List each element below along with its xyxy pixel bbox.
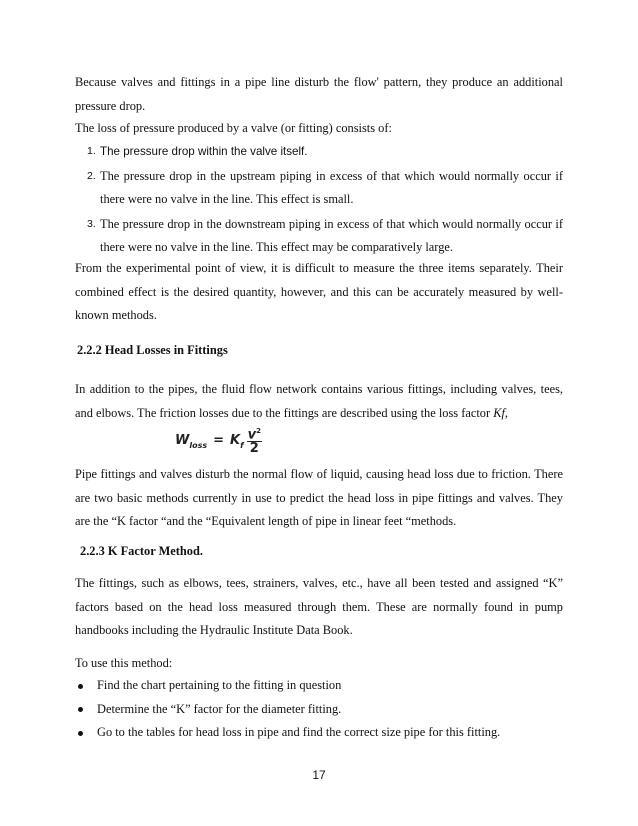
paragraph-k-factors-tested: The fittings, such as elbows, tees, strainers, valves, etc., have all been tested and assigned “K” factors based on the head loss measured through them. These are normally found in pump handbooks including the Hydraulic Institute Data Book. [75,576,563,637]
paragraph-text: In addition to the pipes, the fluid flow network contains various fittings, including valves, tees, and elbows. The friction losses due to the fittings are described using the loss factor [75,382,563,420]
list-item: Go to the tables for head loss in pipe and find the correct size pipe for this fitting. [75,721,563,745]
list-item [75,140,563,164]
list-number: 1. [87,145,96,157]
paragraph-fittings-disturb-flow: Pipe fittings and valves disturb the normal flow of liquid, causing head loss due to friction. There are two basic methods currently in use to predict the head loss in pipe fittings and valves. They are the “K factor “and the “Equivalent length of pipe in linear feet “methods. [75,467,563,528]
bullet-icon [78,707,83,712]
method-steps-list [75,674,563,745]
list-item [75,165,563,212]
paragraph-experimental-view: From the experimental point of view, it is difficult to measure the three items separately. Their combined effect is the desired quantity, however, and this can be accurately measured by well-known methods. [75,261,563,322]
paragraph-fittings-network [75,378,563,425]
bullet-icon [78,684,83,689]
list-item: Find the chart pertaining to the fitting in question [75,674,563,698]
list-number: 2. [87,169,96,182]
list-item: Determine the “K” factor for the diameter fitting. [75,698,563,722]
paragraph-additional-pressure-drop: Because valves and fittings in a pipe line disturb the flow' pattern, they produce an additional pressure drop. [75,75,563,113]
bullet-icon [78,731,83,736]
page-number: 17 [312,768,326,782]
list-item-text: The pressure drop within the valve itself. [100,145,308,158]
pressure-drop-list [75,140,563,261]
list-number: 3. [87,217,96,230]
formula-lhs: $W_{loss}$ [175,432,208,450]
paragraph-loss-consists-of: The loss of pressure produced by a valve (or fitting) consists of: [75,121,392,135]
section-heading-head-losses: 2.2.2 Head Losses in Fittings [77,343,228,357]
formula-fraction: $\frac{v^2}{2}$ [247,427,261,457]
list-item-text: The pressure drop in the downstream piping in excess of that which would normally occur if there were no valve in the line. This effect may be comparatively large. [100,216,563,254]
paragraph-to-use-method: To use this method: [75,656,173,670]
section-heading-k-factor: 2.2.3 K Factor Method. [80,544,203,558]
loss-formula [175,425,262,455]
formula-k: $K_f$ [230,432,244,450]
loss-factor-symbol: Kf, [493,405,509,420]
formula-equals: = [213,432,225,448]
list-item [75,213,563,260]
list-item-text: The pressure drop in the upstream piping in excess of that which would normally occur if there were no valve in the line. This effect is small. [100,168,563,206]
